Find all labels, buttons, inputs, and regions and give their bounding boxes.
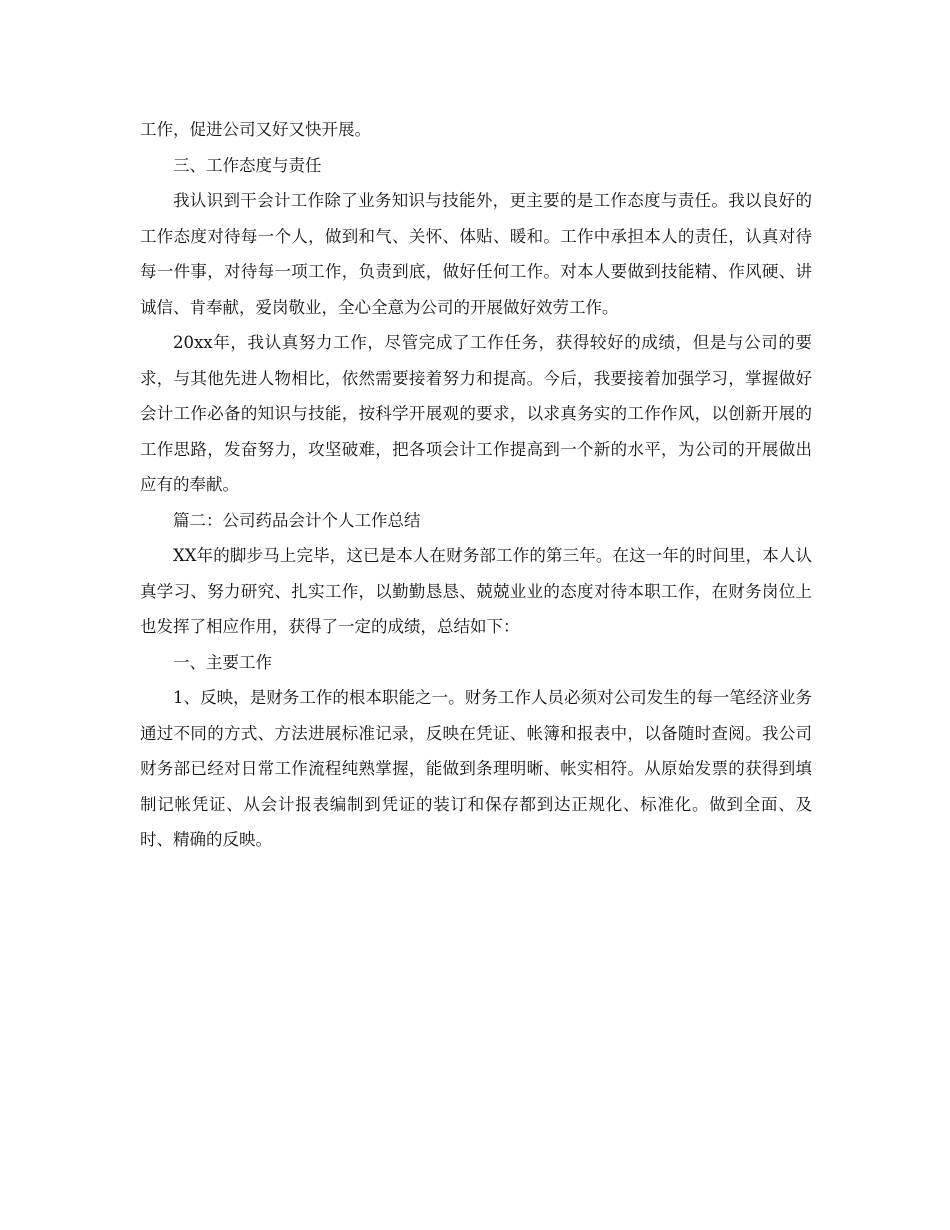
paragraph-work-attitude: 我认识到干会计工作除了业务知识与技能外，更主要的是工作态度与责任。我以良好的工作态度对待每一个人，做到和气、关怀、体贴、暖和。工作中承担本人的责任，认真对待每一件事，对待每一项工作，负责到底，做好任何工作。对本人要做到技能精、作风硬、讲诚信、肯奉献，爱岗敬业，全心全意为公司的开展做好效劳工作。 [140,191,812,317]
paragraph-year-summary: 20xx年，我认真努力工作，尽管完成了工作任务，获得较好的成绩，但是与公司的要求，与其他先进人物相比，依然需要接着努力和提高。今后，我要接着加强学习，掌握做好会计工作必备的知识与技能，按科学开展观的要求，以求真务实的工作作风，以创新开展的工作思路，发奋努力，攻坚破难，把各项会计工作提高到一个新的水平，为公司的开展做出应有的奉献。 [140,333,812,494]
section-heading-work-attitude: 三、工作态度与责任 [173,155,322,175]
section-heading-main-work: 一、主要工作 [173,652,272,672]
paragraph-continuation: 工作，促进公司又好又快开展。 [140,120,371,139]
article-heading-part-two: 篇二：公司药品会计个人工作总结 [173,510,421,530]
document-body [140,112,812,858]
paragraph-reflection-duty: 1、反映，是财务工作的根本职能之一。财务工作人员必须对公司发生的每一笔经济业务通过不同的方式、方法进展标准记录，反映在凭证、帐簿和报表中，以备随时查阅。我公司财务部已经对日常工作流程纯熟掌握，能做到条理明晰、帐实相符。从原始发票的获得到填制记帐凭证、从会计报表编制到凭证的装订和保存都到达正规化、标准化。做到全面、及时、精确的反映。 [140,688,812,849]
paragraph-intro-part-two: XX年的脚步马上完毕，这已是本人在财务部工作的第三年。在这一年的时间里，本人认真学习、努力研究、扎实工作，以勤勤恳恳、兢兢业业的态度对待本职工作，在财务岗位上也发挥了相应作用，获得了一定的成绩，总结如下： [140,546,812,636]
